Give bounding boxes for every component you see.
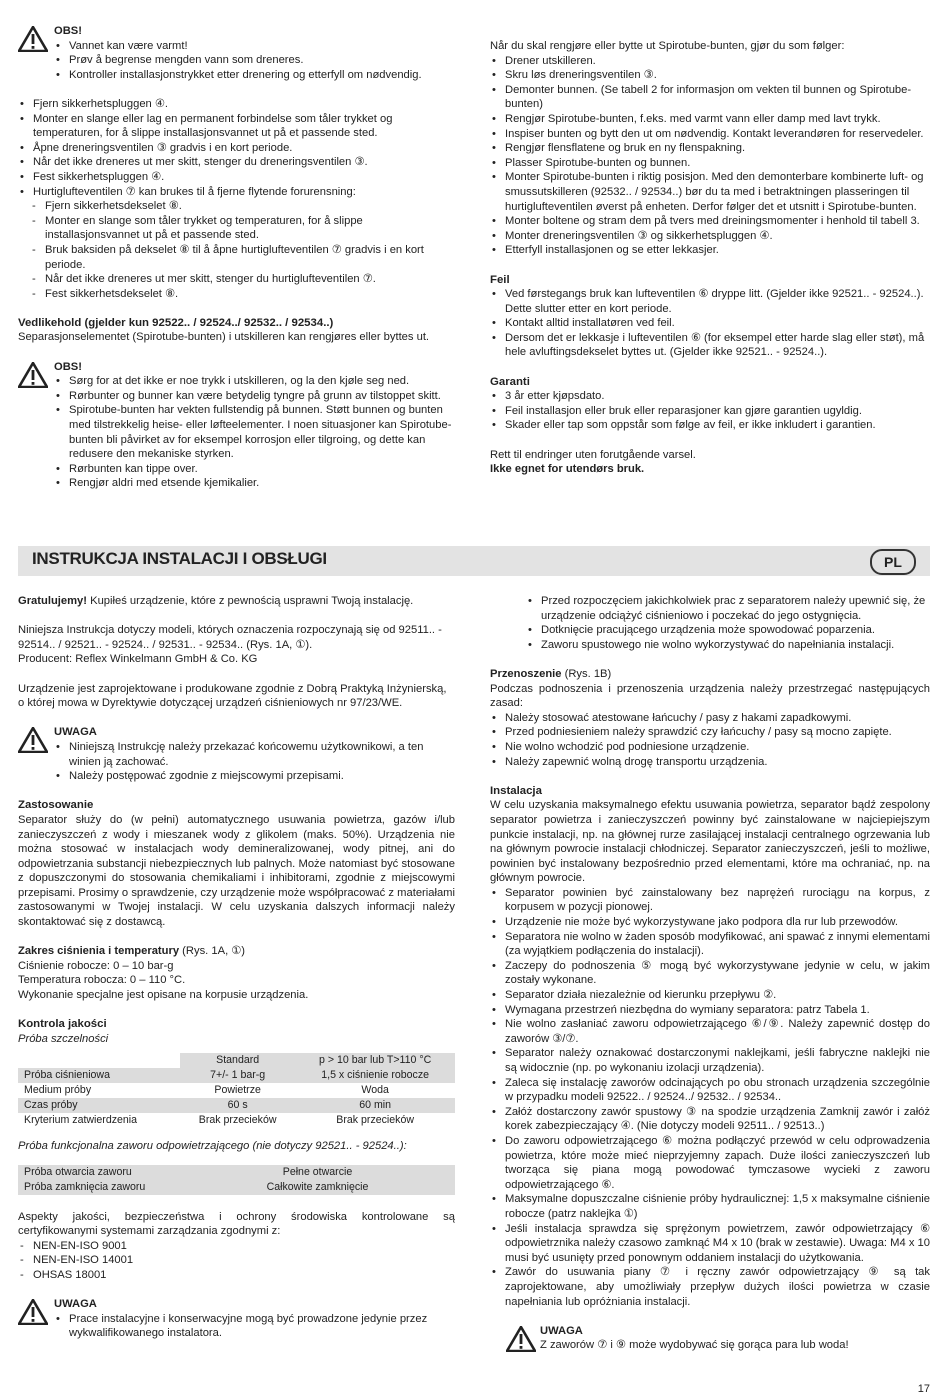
drain-steps-list [18,97,455,199]
table-cell: Próba ciśnieniowa [18,1068,180,1083]
transport-heading [490,667,930,682]
faults-list [490,287,930,360]
warning-list [54,374,455,491]
list-item: • Wymagana przestrzeń niezbędna do wymiany separatora: patrz Tabela 1. [490,1003,930,1018]
list-item: • Prace instalacyjne i konserwacyjne mogą być prowadzone jedynie przez wykwalifikowanego instalatora. [54,1312,455,1341]
list-item: • Dersom det er lekkasje i lufteventilen ⑥ (for eksempel etter harde slag eller støt), må hele avluftingsdekselet byttes ut. (Gjelder ikke 92521.. - 92524..). [490,331,930,360]
range-heading [18,944,455,959]
list-item: • Rengjør flensflatene og bruk en ny flenspakning. [490,141,930,156]
producer-text: Producent: Reflex Winkelmann GmbH & Co. KG [18,653,258,666]
table-cell: Woda [295,1083,455,1098]
warning-icon [18,1299,48,1325]
warning-title: UWAGA [54,726,97,739]
language-badge: PL [870,549,916,575]
no-left-column [18,24,455,491]
safety-list [490,594,930,652]
list-item: • Etterfyll installasjonen og se etter lekkasjer. [490,243,930,258]
cleaning-steps-list [490,54,930,258]
table-cell: Próba zamknięcia zaworu [18,1180,180,1195]
warranty-list [490,389,930,433]
list-item: • Kontroller installasjonstrykket etter drenering og etterfyll om nødvendig. [54,68,455,83]
changes-note: Rett til endringer uten forutgående varsel. [490,448,696,461]
list-item: • Monter Spirotube-bunten i riktig posisjon. Med den demonterbare kombinerte luft- og smussutskilleren (92532.. / 92534..) bør du ta med i betraktningen plasseringen til hurtiglufteventilen øverst på enheten. Derfor følger det et utsnitt i Spirotube-bunten. [490,170,930,214]
congrats-rest: Kupiłeś urządzenie, które z pewnością usprawni Twoją instalację. [87,595,414,607]
transport-ref: (Rys. 1B) [561,667,612,680]
list-item: • Monter boltene og stram dem på tvers med dreiningsmomenter i henhold til tabell 3. [490,214,930,229]
warning-icon [18,727,48,753]
table-cell: 1,5 x ciśnienie robocze [295,1068,455,1083]
table-cell: Standard [180,1053,295,1068]
list-item: • Należy zapewnić wolną drogę transportu urządzenia. [490,755,930,770]
list-item: • Separator należy oznakować dostarczonymi naklejkami, jeśli fabryczne naklejki nie są widocznie (np. po wykonaniu izolacji urządzenia). [490,1046,930,1075]
table-cell: Pełne otwarcie [180,1165,455,1180]
obs-warning-2 [18,360,455,491]
warning-icon [18,362,48,388]
range-title: Zakres ciśnienia i temperatury [18,945,180,958]
list-item: • Maksymalne dopuszczalne ciśnienie próby hydraulicznej: 1,5 x maksymalne ciśnienie robocze (patrz naklejka ①) [490,1192,930,1221]
list-item: • Skader eller tap som oppstår som følge av feil, er ikke inkludert i garantien. [490,418,930,433]
list-item: • Åpne dreneringsventilen ③ gradvis i en kort periode. [18,141,455,156]
table-row [18,1113,455,1128]
range-line: Wykonanie specjalne jest opisane na korpusie urządzenia. [18,989,309,1002]
list-item: • Ved førstegangs bruk kan lufteventilen ⑥ dryppe litt. (Gjelder ikke 92521.. - 92524..). Dette slutter etter en kort periode. [490,287,930,316]
list-item: • Skru løs dreneringsventilen ③. [490,68,930,83]
list-item: • Przed rozpoczęciem jakichkolwiek prac z separatorem należy upewnić się, że urządzenie odciążyć ciśnieniowo i poczekać do jego ostygnięcia. [526,594,930,623]
cleaning-intro: Når du skal rengjøre eller bytte ut Spirotube-bunten, gjør du som følger: [490,40,845,52]
table-cell: Kryterium zatwierdzenia [18,1113,180,1128]
list-item: • Kontakt alltid installatøren ved feil. [490,316,930,331]
list-item: • Demonter bunnen. (Se tabell 2 for informasjon om vekten til bunnen og Spirotube-bunten) [490,83,930,112]
table-cell: Powietrze [180,1083,295,1098]
list-item: • Sørg for at det ikke er noe trykk i utskilleren, og la den kjøle seg ned. [54,374,455,389]
list-item: • Hurtiglufteventilen ⑦ kan brukes til å fjerne flytende forurensning: [18,185,455,200]
faults-heading: Feil [490,273,510,286]
list-item: • Do zaworu odpowietrzającego ⑥ można podłączyć przewód w celu odprowadzenia powietrza, które może mieć nieprzyjemny zapach. Duże ilości zanieczyszczeń lub tworząca się piana mogą powodować tymczasowe wycieki z zaworu odpowietrzającego ⑥. [490,1134,930,1192]
transport-title: Przenoszenie [490,667,562,680]
transport-text: Podczas podnoszenia i przenoszenia urządzenia należy przestrzegać następujących zasad: [490,682,930,710]
list-item: • Nie wolno zasłaniać zaworu odpowietrzającego ⑥/⑨. Należy zapewnić dostęp do zaworów ③/⑦. [490,1017,930,1046]
table-cell: Próba otwarcia zaworu [18,1165,180,1180]
table-cell: Medium próby [18,1083,180,1098]
list-item: • Zaczepy do podnoszenia ⑤ mogą być wykorzystywane jedynie w celu, w jakim zostały wykonane. [490,959,930,988]
list-item: - Monter en slange som tåler trykket og temperaturen, for å slippe installasjonsvannet ut på et passende sted. [30,214,455,243]
list-item: • Monter en slange eller lag en permanent forbindelse som tåler trykket og temperaturen, for å slippe installasjonsvannet ut på et passende sted. [18,112,455,141]
table-row [18,1083,455,1098]
installation-heading: Instalacja [490,784,542,797]
list-item: • Når det ikke dreneres ut mer skitt, stenger du dreneringsventilen ③. [18,155,455,170]
list-item: • Monter dreneringsventilen ③ og sikkerhetspluggen ④. [490,229,930,244]
list-item: • Załóż dostarczony zawór spustowy ③ na spodzie urządzenia Zamknij zawór i załóż korek zabezpieczający ④. (Nie dotyczy modeli 92511.. / 92513..) [490,1105,930,1134]
table-cell: Całkowite zamknięcie [180,1180,455,1195]
pressure-test-table [18,1053,455,1128]
list-item: - Fest sikkerhetsdekselet ⑧. [30,287,455,302]
list-item: • Vannet kan være varmt! [54,39,455,54]
transport-list [490,711,930,769]
list-item: • Spirotube-bunten har vekten fullstendig på bunnen. Støtt bunnen og bunten med tilstrekkelig heise- eller løfteelementer. I noen situasjoner kan Spirotube-bunten bli påvirket av for eksempel korrosjon eller tilgroing, og dette kan redusere den mekaniske styrken. [54,403,455,461]
list-item: • Zaworu spustowego nie wolno wykorzystywać do napełniania instalacji. [526,638,930,653]
table-cell [18,1053,180,1068]
range-ref: (Rys. 1A, ①) [179,945,246,958]
warning-title: UWAGA [540,1324,583,1337]
list-item: - OHSAS 18001 [18,1268,455,1283]
warning-list [54,740,455,784]
table-cell: 60 min [295,1098,455,1113]
uwaga-warning-1 [18,725,455,783]
installation-text: W celu uzyskania maksymalnego efektu usuwania powietrza, separator bądź zespolony separator powietrza i zanieczyszczeń powinny być zainstalowane w najciepiejszym punkcie instalacji, np. na głównej rurze zasilającej instalacji centralnego ogrzewania lub na głównym powrocie instalacji chłodniczej. Separator zanieczyszczeń, jeśli to możliwe, powinien być instalowany bezpośrednio przed elementami, które ma ochraniać, np. na głównym powrocie. [490,799,930,885]
quality-heading: Kontrola jakości [18,1018,107,1031]
installation-list [490,886,930,1309]
congrats-text [18,594,455,609]
obs-warning-1 [18,24,455,82]
application-text: Separator służy do (w pełni) automatycznego usuwania powietrza, gazów i/lub zanieczyszczeń z wody i mieszanek wody z glikolem (maks. 50%). Urządzenia nie można stosować w instalacjach wody demineralizowanej, wody pitnej, ani do odpowietrzania substancji niebezpiecznych lub palnych. Może natomiast być stosowane z dopuszczonymi do stosowania chemikaliami i inhibitorami, zgodnie z miejscowymi przepisami. Prosimy o sprawdzenie, czy urządzenie może współpracować z materiałami zastosowanymi w Twojej instalacji. W celu uzyskania dalszych informacji należy skontaktować się z dostawcą. [18,813,455,929]
outdoor-note: Ikke egnet for utendørs bruk. [490,463,645,476]
table-cell: Brak przecieków [295,1113,455,1128]
list-item: • Rørbunten kan tippe over. [54,462,455,477]
table-cell: 60 s [180,1098,295,1113]
list-item: • 3 år etter kjøpsdato. [490,389,930,404]
pl-left-column [18,594,455,1341]
list-item: - NEN-EN-ISO 14001 [18,1253,455,1268]
list-item: • Niniejszą Instrukcję należy przekazać końcowemu użytkownikowi, a ten winien ją zachować. [54,740,455,769]
uwaga-warning-2 [18,1297,455,1341]
warning-icon [18,26,48,52]
warning-icon [506,1326,536,1352]
table-cell: Czas próby [18,1098,180,1113]
list-item: • Fjern sikkerhetspluggen ④. [18,97,455,112]
table-header-row [18,1053,455,1068]
congrats-bold: Gratulujemy! [18,595,88,607]
models-text: Niniejsza Instrukcja dotyczy modeli, których oznaczenia rozpoczynają się od 92511.. - 92514.. / 92521.. - 92524.. / 92531.. - 92534.. (Rys. 1A, ①). [18,624,442,651]
norms-list [18,1239,455,1283]
section-banner [18,546,930,576]
list-item: • Prøv å begrense mengden vann som dreneres. [54,53,455,68]
warning-list [54,39,455,83]
section-title: INSTRUKCJA INSTALACJI I OBSŁUGI [32,549,327,568]
list-item: • Rengjør Spirotube-bunten, f.eks. med varmt vann eller damp med lavt trykk. [490,112,930,127]
quality-aspects-text: Aspekty jakości, bezpieczeństwa i ochrony środowiska kontrolowane są certyfikowanymi systemami zarządzania zgodnymi z: [18,1210,455,1238]
list-item: • Jeśli instalacja sprawdza się sprężonym powietrzem, zawór odpowietrzający ⑥ odpowietrznika należy czasowo zamknąć M4 x 10 (brak w zestawie). Uwaga: M4 x 10 musi być usunięty przed ponownym oddaniem instalacji do użytkowania. [490,1222,930,1266]
table-cell: p > 10 bar lub T>110 °C [295,1053,455,1068]
list-item: • Należy postępować zgodnie z miejscowymi przepisami. [54,769,455,784]
list-item: • Przed podniesieniem należy sprawdzić czy łańcuchy / pasy są mocno zapięte. [490,725,930,740]
table-row [18,1098,455,1113]
application-heading: Zastosowanie [18,799,94,812]
table-row [18,1165,455,1180]
warning-text: Z zaworów ⑦ i ⑨ może wydobywać się gorąca para lub woda! [540,1339,849,1352]
warning-title: OBS! [54,25,82,37]
list-item: • Plasser Spirotube-bunten og bunnen. [490,156,930,171]
pl-right-column [490,594,930,1353]
range-line: Ciśnienie robocze: 0 – 10 bar-g [18,959,174,972]
list-item: • Separatora nie wolno w żaden sposób modyfikować, ani spawać z innymi elementami (za wyjątkiem podłączenia do instalacji). [490,930,930,959]
warning-title: UWAGA [54,1298,97,1311]
list-item: • Inspiser bunten og bytt den ut om nødvendig. Kontakt leverandøren for reservedeler. [490,127,930,142]
maintenance-heading: Vedlikehold (gjelder kun 92522.. / 92524../ 92532.. / 92534..) [18,316,334,329]
list-item: - Når det ikke dreneres ut mer skitt, stenger du hurtiglufteventilen ⑦. [30,272,455,287]
list-item: • Zawór do usuwania piany ⑦ i ręczny zawór odpowietrzający ⑨ są tak zaprojektowane, aby umożliwiały przepływ dużych ilości powietrza w czasie napełniania lub opróżniania instalacji. [490,1265,930,1309]
table-row [18,1068,455,1083]
list-item: • Separator działa niezależnie od kierunku przepływu ②. [490,988,930,1003]
warning-title: OBS! [54,360,82,373]
valve-test-table [18,1165,455,1195]
list-item: • Rørbunter og bunner kan være betydelig tyngre på grunn av tilstoppet skitt. [54,389,455,404]
list-item: • Dotknięcie pracującego urządzenia może spowodować poparzenia. [526,623,930,638]
list-item: - Bruk baksiden på dekselet ⑧ til å åpne hurtiglufteventilen ⑦ gradvis i en kort periode. [30,243,455,272]
warning-list [54,1312,455,1341]
list-item: • Drener utskilleren. [490,54,930,69]
list-item: • Zaleca się instalację zaworów odcinających po obu stronach urządzenia szczególnie w przypadku modeli 92522.. / 92524../ 92532.. / 92534.. [490,1076,930,1105]
range-line: Temperatura robocza: 0 – 110 °C. [18,974,186,987]
list-item: • Urządzenie nie może być wykorzystywane jako podpora dla rur lub przewodów. [490,915,930,930]
list-item: • Separator powinien być zainstalowany bez naprężeń rurociągu na korpus, z korpusem w pozycji pionowej. [490,886,930,915]
list-item: - Fjern sikkerhetsdekselet ⑧. [30,199,455,214]
warranty-heading: Garanti [490,375,530,388]
list-item: • Fest sikkerhetspluggen ④. [18,170,455,185]
table-cell: Brak przecieków [180,1113,295,1128]
maintenance-text: Separasjonselementet (Spirotube-bunten) i utskilleren kan rengjøres eller byttes ut. [18,331,430,344]
table-cell: 7+/- 1 bar-g [180,1068,295,1083]
no-right-column [490,39,930,477]
list-item: • Rengjør aldri med etsende kjemikalier. [54,476,455,491]
table-row [18,1180,455,1195]
list-item: - NEN-EN-ISO 9001 [18,1239,455,1254]
uwaga-warning-3 [490,1324,930,1353]
tightness-subheading: Próba szczelności [18,1032,109,1045]
designed-text: Urządzenie jest zaprojektowane i produkowane zgodnie z Dobrą Praktyką Inżynierską, o której mowa w Dyrektywie dotyczącej urządzeń ciśnieniowych nr 97/23/WE. [18,682,447,710]
list-item: • Feil installasjon eller bruk eller reparasjoner kan gjøre garantien ugyldig. [490,404,930,419]
list-item: • Nie wolno wchodzić pod podniesione urządzenie. [490,740,930,755]
page-number: 17 [917,1383,930,1395]
vent-substeps-list [18,199,455,301]
function-test-heading: Próba funkcjonalna zaworu odpowietrzającego (nie dotyczy 92521.. - 92524..): [18,1140,407,1153]
list-item: • Należy stosować atestowane łańcuchy / pasy z hakami zapadkowymi. [490,711,930,726]
